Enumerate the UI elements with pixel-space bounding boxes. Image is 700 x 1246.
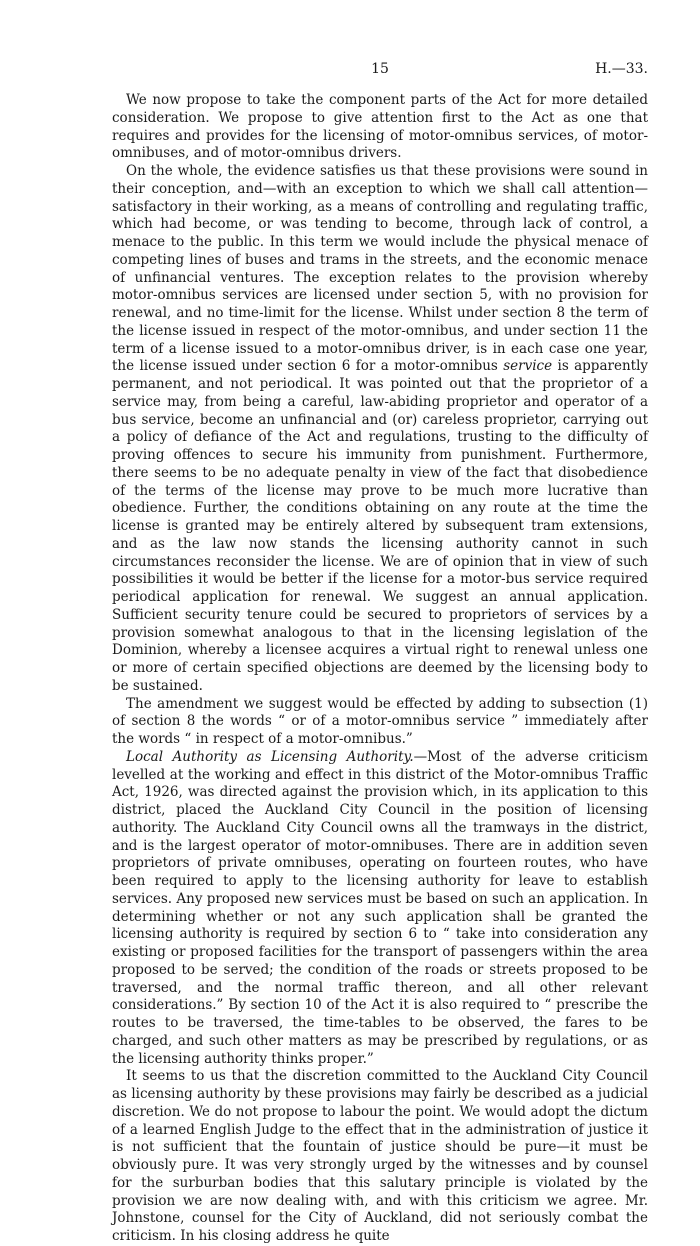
italic-service-word: service (503, 358, 553, 375)
paragraph-5-text: It seems to us that the discretion committed to the Auckland City Council as licensing authority by these provisions may fairly be described as a judicial discretion. We do not propose to labour the point. We would adopt the dictum of a learned English Judge to the effect that in the administration of justice it is not sufficient that the fountain of justice should be pure—it must be obviously pure. It was very strongly urged by the witnesses and by counsel for the surburban bodies that this salutary principle is violated by the provision we are now dealing with, and with this criticism we agree. Mr. Johnstone, counsel for the City of Auckland, did not seriously combat the criticism. In his closing address he quite (112, 1068, 648, 1244)
paragraph-2 (112, 163, 648, 696)
paragraph-2-text-after: is apparently permanent, and not periodical. It was pointed out that the proprietor of a service may, from being a careful, law-abiding proprietor and operator of a bus service, become an unfinancial and (or) careless proprietor, carrying out a policy of defiance of the Act and regulations, trusting to the difficulty of proving offences to secure his immunity from punishment. Furthermore, there seems to be no adequate penalty in view of the fact that disobedience of the terms of the license may prove to be much more lucrative than obedience. Further, the conditions obtaining on any route at the time the license is granted may be entirely altered by subsequent tram extensions, and as the law now stands the licensing authority cannot in such circumstances reconsider the license. We are of opinion that in view of such possibilities it would be better if the license for a motor-bus service required periodical application for renewal. We suggest an annual application. Sufficient security tenure could be secured to proprietors of services by a provision somewhat analogous to that in the licensing legislation of the Dominion, whereby a licensee acquires a virtual right to renewal unless one or more of certain specified objections are deemed by the licensing body to be sustained. (112, 358, 649, 694)
paragraph-5 (112, 1068, 648, 1246)
body-text (112, 92, 648, 1246)
page-number: 15 (371, 61, 389, 77)
paragraph-4-text: —Most of the adverse criticism levelled at the working and effect in this district of the Motor-omnibus Traffic Act, 1926, was directed against the provision which, in its application to this district, placed the Auckland City Council in the position of licensing authority. The Auckland City Council owns all the tramways in the district, and is the largest operator of motor-omnibuses. There are in addition seven proprietors of private omnibuses, operating on fourteen routes, who have been required to apply to the licensing authority for leave to establish services. Any proposed new services must be based on such an application. In determining whether or not any such application shall be granted the licensing authority is required by section 6 to “ take into consideration any existing or proposed facilities for the transport of passengers within the area proposed to be served; the condition of the roads or streets proposed to be traversed, and the normal traffic thereon, and all other relevant considerations.” By section 10 of the Act it is also required to “ prescribe the routes to be traversed, the time-tables to be observed, the fares to be charged, and such other matters as may be prescribed by regulations, or as the licensing authority thinks proper.” (112, 748, 649, 1067)
paragraph-1-text: We now propose to take the component parts of the Act for more detailed consideration. We propose to give attention first to the Act as one that requires and provides for the licensing of motor-omnibus services, of motor-omnibuses, and of motor-omnibus drivers. (112, 92, 648, 162)
paragraph-3 (112, 696, 648, 749)
page-header (112, 60, 648, 80)
paragraph-4 (112, 749, 648, 1069)
paragraph-3-text: The amendment we suggest would be effected by adding to subsection (1) of section 8 the words “ or of a motor-omnibus service ” immediately after the words “ in respect of a motor-omnibus.” (112, 695, 648, 747)
paper-reference: H.—33. (595, 61, 648, 77)
section-heading: Local Authority as Licensing Authority. (126, 748, 414, 765)
paragraph-1 (112, 92, 648, 163)
paragraph-2-text: On the whole, the evidence satisfies us that these provisions were sound in their conception, and—with an exception to which we shall call attention—satisfactory in their working, as a means of controlling and regulating traffic, which had become, or was tending to become, through lack of control, a menace to the public. In this term we would include the physical menace of competing lines of buses and trams in the streets, and the economic menace of unfinancial ventures. The exception relates to the provision whereby motor-omnibus services are licensed under section 5, with no provision for renewal, and no time-limit for the license. Whilst under section 8 the term of the license issued in respect of the motor-omnibus, and under section 11 the term of a license issued to a motor-omnibus driver, is in each case one year, the license issued under section 6 for a motor-omnibus (112, 163, 648, 375)
